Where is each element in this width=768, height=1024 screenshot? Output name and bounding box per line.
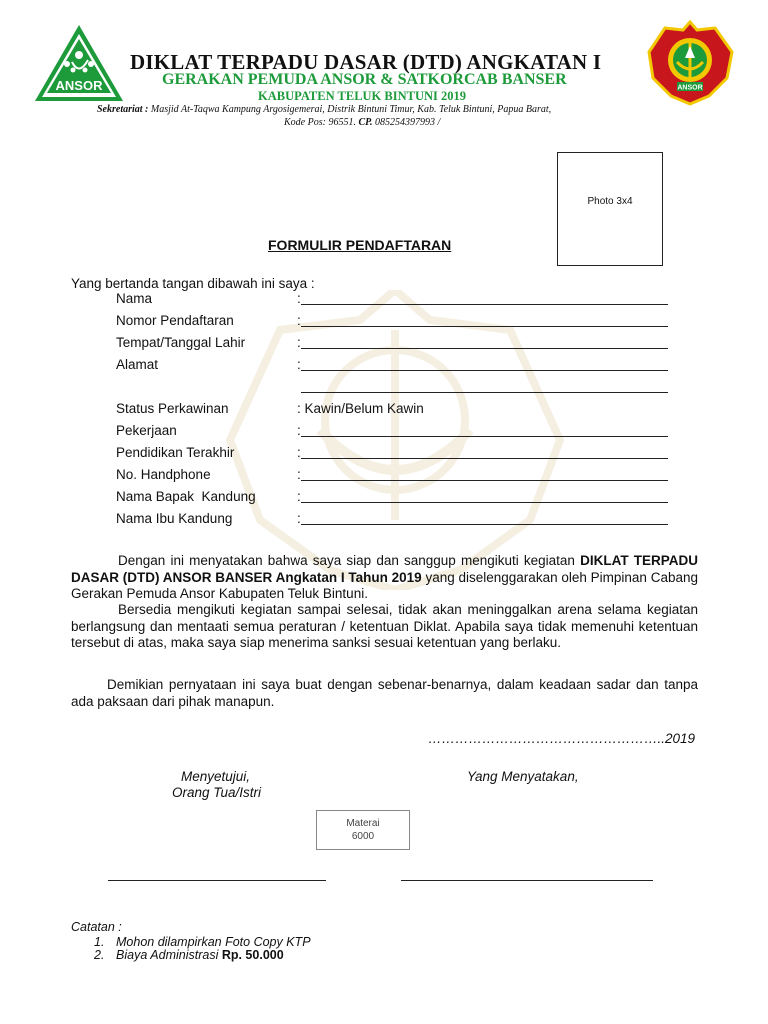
field-label-nama: Nama	[116, 291, 153, 306]
statement-p1-text-1: Dengan ini menyatakan bahwa saya siap dan sanggup mengikuti kegiatan	[118, 553, 581, 568]
watermark-emblem	[210, 290, 580, 590]
note-text: Mohon dilampirkan Foto Copy KTP	[116, 935, 311, 949]
postal-code: Kode Pos: 96551.	[284, 117, 359, 128]
field-line-nomor-pendaftaran[interactable]	[301, 326, 668, 327]
ansor-logo-text: ANSOR	[55, 78, 103, 93]
declarant-label: Yang Menyatakan,	[467, 769, 579, 784]
phone-number: 085254397993 /	[372, 117, 441, 128]
field-line-no-handphone[interactable]	[301, 480, 668, 481]
photo-box-label: Photo 3x4	[587, 196, 633, 207]
stamp-duty-label: Materai	[346, 818, 380, 829]
field-colon: :	[297, 511, 301, 526]
note-text: Biaya Administrasi	[116, 948, 222, 962]
field-line-alamat-2[interactable]	[301, 392, 668, 393]
header-subtitle-year: KABUPATEN TELUK BINTUNI 2019	[258, 89, 467, 103]
stamp-duty-value: 6000	[351, 831, 375, 842]
photo-box	[557, 152, 663, 266]
field-line-nama-bapak-kandung[interactable]	[301, 502, 668, 503]
approval-label: Menyetujui,	[181, 769, 251, 784]
field-colon: :	[297, 291, 301, 306]
field-label-nama-ibu-kandung: Nama Ibu Kandung	[116, 511, 233, 526]
field-label-no-handphone: No. Handphone	[116, 467, 211, 482]
field-line-tempat-tanggal-lahir[interactable]	[301, 348, 668, 349]
field-label-pekerjaan: Pekerjaan	[116, 423, 177, 438]
note-fee-amount: Rp. 50.000	[221, 948, 284, 962]
field-colon: :	[297, 445, 301, 460]
field-line-nama[interactable]	[301, 304, 668, 305]
header-title: DIKLAT TERPADU DASAR (DTD) ANGKATAN I	[130, 50, 602, 74]
statement-paragraph-3: Demikian pernyataan ini saya buat dengan sebenar-benarnya, dalam keadaan sadar dan tanpa ada paksaan dari pihak manapun.	[71, 677, 698, 709]
field-colon: :	[297, 313, 301, 328]
note-number: 1.	[94, 935, 105, 949]
field-line-nama-ibu-kandung[interactable]	[301, 524, 668, 525]
banser-logo	[643, 18, 738, 106]
statement-p1-bold: DIKLAT TERPADU DASAR (DTD) ANSOR BANSER Angkatan I Tahun 2019	[71, 553, 698, 585]
field-colon: :	[297, 335, 301, 350]
note-item	[94, 948, 284, 962]
field-colon: :	[297, 467, 301, 482]
field-label-nomor-pendaftaran: Nomor Pendaftaran	[116, 313, 234, 328]
field-label-tempat-tanggal-lahir: Tempat/Tanggal Lahir	[116, 335, 246, 350]
field-label-alamat: Alamat	[116, 357, 159, 372]
form-intro: Yang bertanda tangan dibawah ini saya :	[71, 276, 315, 291]
statement-paragraph-1	[71, 553, 698, 603]
signature-date: ……………………………………………..2019	[428, 731, 696, 746]
address-line-2	[284, 117, 440, 128]
statement-p1-text-2: yang diselenggarakan oleh Pimpinan Cabang Gerakan Pemuda Ansor Kabupaten Teluk Bintuni.	[71, 569, 698, 601]
signature-line-declarant[interactable]	[401, 880, 653, 881]
banser-logo-text: ANSOR	[677, 84, 703, 92]
notes-title: Catatan :	[71, 920, 122, 934]
signature-line-parent[interactable]	[108, 880, 326, 881]
field-colon: :	[297, 423, 301, 438]
field-label-pendidikan-terakhir: Pendidikan Terakhir	[116, 445, 235, 460]
field-label-nama-bapak-kandung: Nama Bapak Kandung	[116, 489, 256, 504]
field-colon: :	[297, 357, 301, 372]
field-colon: :	[297, 489, 301, 504]
note-number: 2.	[94, 948, 105, 962]
field-value-status-perkawinan[interactable]: : Kawin/Belum Kawin	[297, 401, 424, 416]
field-line-pendidikan-terakhir[interactable]	[301, 458, 668, 459]
address-label: Sekretariat :	[97, 104, 149, 115]
statement-paragraph-2: Bersedia mengikuti kegiatan sampai selesai, tidak akan meninggalkan arena selama kegiatan berlangsung dan mentaati semua peraturan / ketentuan Diklat. Apabila saya tidak memenuhi ketentuan tersebut di atas, maka saya siap menerima sanksi sesuai ketentuan yang berlaku.	[71, 602, 698, 650]
field-label-status-perkawinan: Status Perkawinan	[116, 401, 229, 416]
header-subtitle: GERAKAN PEMUDA ANSOR & SATKORCAB BANSER	[162, 71, 567, 88]
stamp-duty-box	[316, 810, 410, 850]
field-line-alamat-1[interactable]	[301, 370, 668, 371]
address-text: Masjid At-Taqwa Kampung Argosigemerai, Distrik Bintuni Timur, Kab. Teluk Bintuni, Papua Barat,	[148, 104, 552, 115]
approval-role: Orang Tua/Istri	[172, 785, 262, 800]
form-title: FORMULIR PENDAFTARAN	[268, 237, 452, 253]
phone-label: CP.	[358, 117, 373, 128]
address-line-1	[97, 104, 551, 115]
field-line-pekerjaan[interactable]	[301, 436, 668, 437]
note-item	[94, 935, 311, 949]
ansor-logo	[32, 22, 126, 104]
